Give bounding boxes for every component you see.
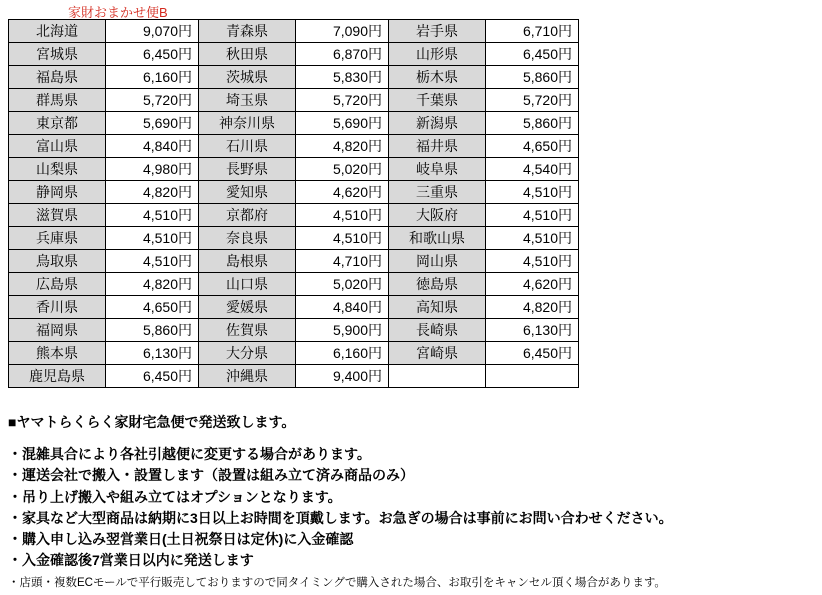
table-row [9,181,579,204]
fee-cell: 4,510円 [486,181,579,204]
fee-cell: 5,830円 [296,66,389,89]
note-line: ・吊り上げ搬入や組み立てはオプションとなります。 [8,488,342,505]
table-row [9,66,579,89]
table-row [9,89,579,112]
prefecture-cell: 岩手県 [389,20,486,43]
fee-cell: 4,510円 [486,250,579,273]
fee-cell: 6,710円 [486,20,579,43]
prefecture-cell: 岐阜県 [389,158,486,181]
fee-cell: 4,840円 [106,135,199,158]
prefecture-cell: 香川県 [9,296,106,319]
fee-cell: 6,130円 [106,342,199,365]
prefecture-cell: 広島県 [9,273,106,296]
prefecture-cell: 愛媛県 [199,296,296,319]
prefecture-cell: 兵庫県 [9,227,106,250]
prefecture-cell: 滋賀県 [9,204,106,227]
table-row [9,227,579,250]
prefecture-cell: 神奈川県 [199,112,296,135]
fee-cell: 5,860円 [106,319,199,342]
fee-cell: 5,720円 [296,89,389,112]
fee-cell: 4,510円 [296,204,389,227]
fee-cell: 4,840円 [296,296,389,319]
prefecture-cell: 鳥取県 [9,250,106,273]
table-row [9,273,579,296]
fee-cell: 6,450円 [106,365,199,388]
table-row [9,342,579,365]
note-line: ・家具など大型商品は納期に3日以上お時間を頂戴します。お急ぎの場合は事前にお問い合わせください。 [8,509,673,526]
prefecture-cell: 鹿児島県 [9,365,106,388]
prefecture-cell: 宮崎県 [389,342,486,365]
fee-cell: 6,870円 [296,43,389,66]
prefecture-cell: 長野県 [199,158,296,181]
prefecture-cell: 石川県 [199,135,296,158]
empty-cell [486,365,579,388]
table-row [9,250,579,273]
fee-cell: 5,020円 [296,158,389,181]
fee-cell: 5,690円 [106,112,199,135]
prefecture-cell: 長崎県 [389,319,486,342]
prefecture-cell: 京都府 [199,204,296,227]
fee-cell: 5,860円 [486,66,579,89]
prefecture-cell: 福井県 [389,135,486,158]
prefecture-cell: 山口県 [199,273,296,296]
prefecture-cell: 沖縄県 [199,365,296,388]
prefecture-cell: 静岡県 [9,181,106,204]
prefecture-cell: 東京都 [9,112,106,135]
fee-cell: 5,860円 [486,112,579,135]
fee-cell: 4,510円 [106,250,199,273]
note-line: ・運送会社で搬入・設置します（設置は組み立て済み商品のみ） [8,467,414,484]
table-row [9,112,579,135]
prefecture-cell: 福岡県 [9,319,106,342]
prefecture-cell: 佐賀県 [199,319,296,342]
fee-cell: 6,450円 [106,43,199,66]
table-row [9,135,579,158]
prefecture-cell: 高知県 [389,296,486,319]
fee-cell: 4,820円 [106,181,199,204]
note-line: ・入金確認後7営業日以内に発送します [8,552,254,569]
shipping-fee-table [8,19,579,388]
prefecture-cell: 和歌山県 [389,227,486,250]
fee-cell: 6,160円 [106,66,199,89]
fee-cell: 6,130円 [486,319,579,342]
prefecture-cell: 愛知県 [199,181,296,204]
table-row [9,43,579,66]
fee-cell: 4,510円 [486,227,579,250]
prefecture-cell: 山梨県 [9,158,106,181]
prefecture-cell: 島根県 [199,250,296,273]
notes-heading: ■ヤマトらくらく家財宅急便で発送致します。 [8,414,296,430]
prefecture-cell: 新潟県 [389,112,486,135]
fee-cell: 5,020円 [296,273,389,296]
fee-cell: 6,450円 [486,43,579,66]
prefecture-cell: 奈良県 [199,227,296,250]
fee-cell: 4,820円 [486,296,579,319]
note-line: ・購入申し込み翌営業日(土日祝祭日は定休)に入金確認 [8,531,354,548]
table-row [9,20,579,43]
prefecture-cell: 北海道 [9,20,106,43]
table-row [9,296,579,319]
empty-cell [389,365,486,388]
fee-cell: 9,070円 [106,20,199,43]
prefecture-cell: 富山県 [9,135,106,158]
prefecture-cell: 群馬県 [9,89,106,112]
fee-cell: 4,650円 [486,135,579,158]
fee-cell: 4,980円 [106,158,199,181]
fee-cell: 4,540円 [486,158,579,181]
fee-cell: 5,900円 [296,319,389,342]
prefecture-cell: 大分県 [199,342,296,365]
page-title: 家財おまかせ便B [68,5,168,20]
prefecture-cell: 青森県 [199,20,296,43]
fee-cell: 5,690円 [296,112,389,135]
prefecture-cell: 徳島県 [389,273,486,296]
fee-cell: 4,650円 [106,296,199,319]
prefecture-cell: 福島県 [9,66,106,89]
fee-cell: 4,820円 [106,273,199,296]
fee-cell: 7,090円 [296,20,389,43]
fee-cell: 5,720円 [106,89,199,112]
fee-cell: 4,820円 [296,135,389,158]
fee-cell: 4,620円 [296,181,389,204]
prefecture-cell: 秋田県 [199,43,296,66]
note-line-small: ・店頭・複数ECモールで平行販売しておりますので同タイミングで購入された場合、お取引をキャンセル頂く場合があります。 [8,576,666,589]
fee-cell: 4,710円 [296,250,389,273]
fee-cell: 4,620円 [486,273,579,296]
prefecture-cell: 栃木県 [389,66,486,89]
table-row [9,365,579,388]
table-row [9,319,579,342]
fee-cell: 6,160円 [296,342,389,365]
prefecture-cell: 岡山県 [389,250,486,273]
fee-cell: 4,510円 [106,227,199,250]
prefecture-cell: 宮城県 [9,43,106,66]
note-line: ・混雑具合により各社引越便に変更する場合があります。 [8,446,371,462]
table-row [9,204,579,227]
table-row [9,158,579,181]
prefecture-cell: 埼玉県 [199,89,296,112]
fee-cell: 9,400円 [296,365,389,388]
fee-cell: 5,720円 [486,89,579,112]
prefecture-cell: 熊本県 [9,342,106,365]
prefecture-cell: 茨城県 [199,66,296,89]
fee-cell: 4,510円 [106,204,199,227]
table-body [9,20,579,388]
prefecture-cell: 大阪府 [389,204,486,227]
fee-cell: 6,450円 [486,342,579,365]
prefecture-cell: 山形県 [389,43,486,66]
fee-cell: 4,510円 [296,227,389,250]
prefecture-cell: 三重県 [389,181,486,204]
prefecture-cell: 千葉県 [389,89,486,112]
notes-section [8,412,814,592]
fee-cell: 4,510円 [486,204,579,227]
